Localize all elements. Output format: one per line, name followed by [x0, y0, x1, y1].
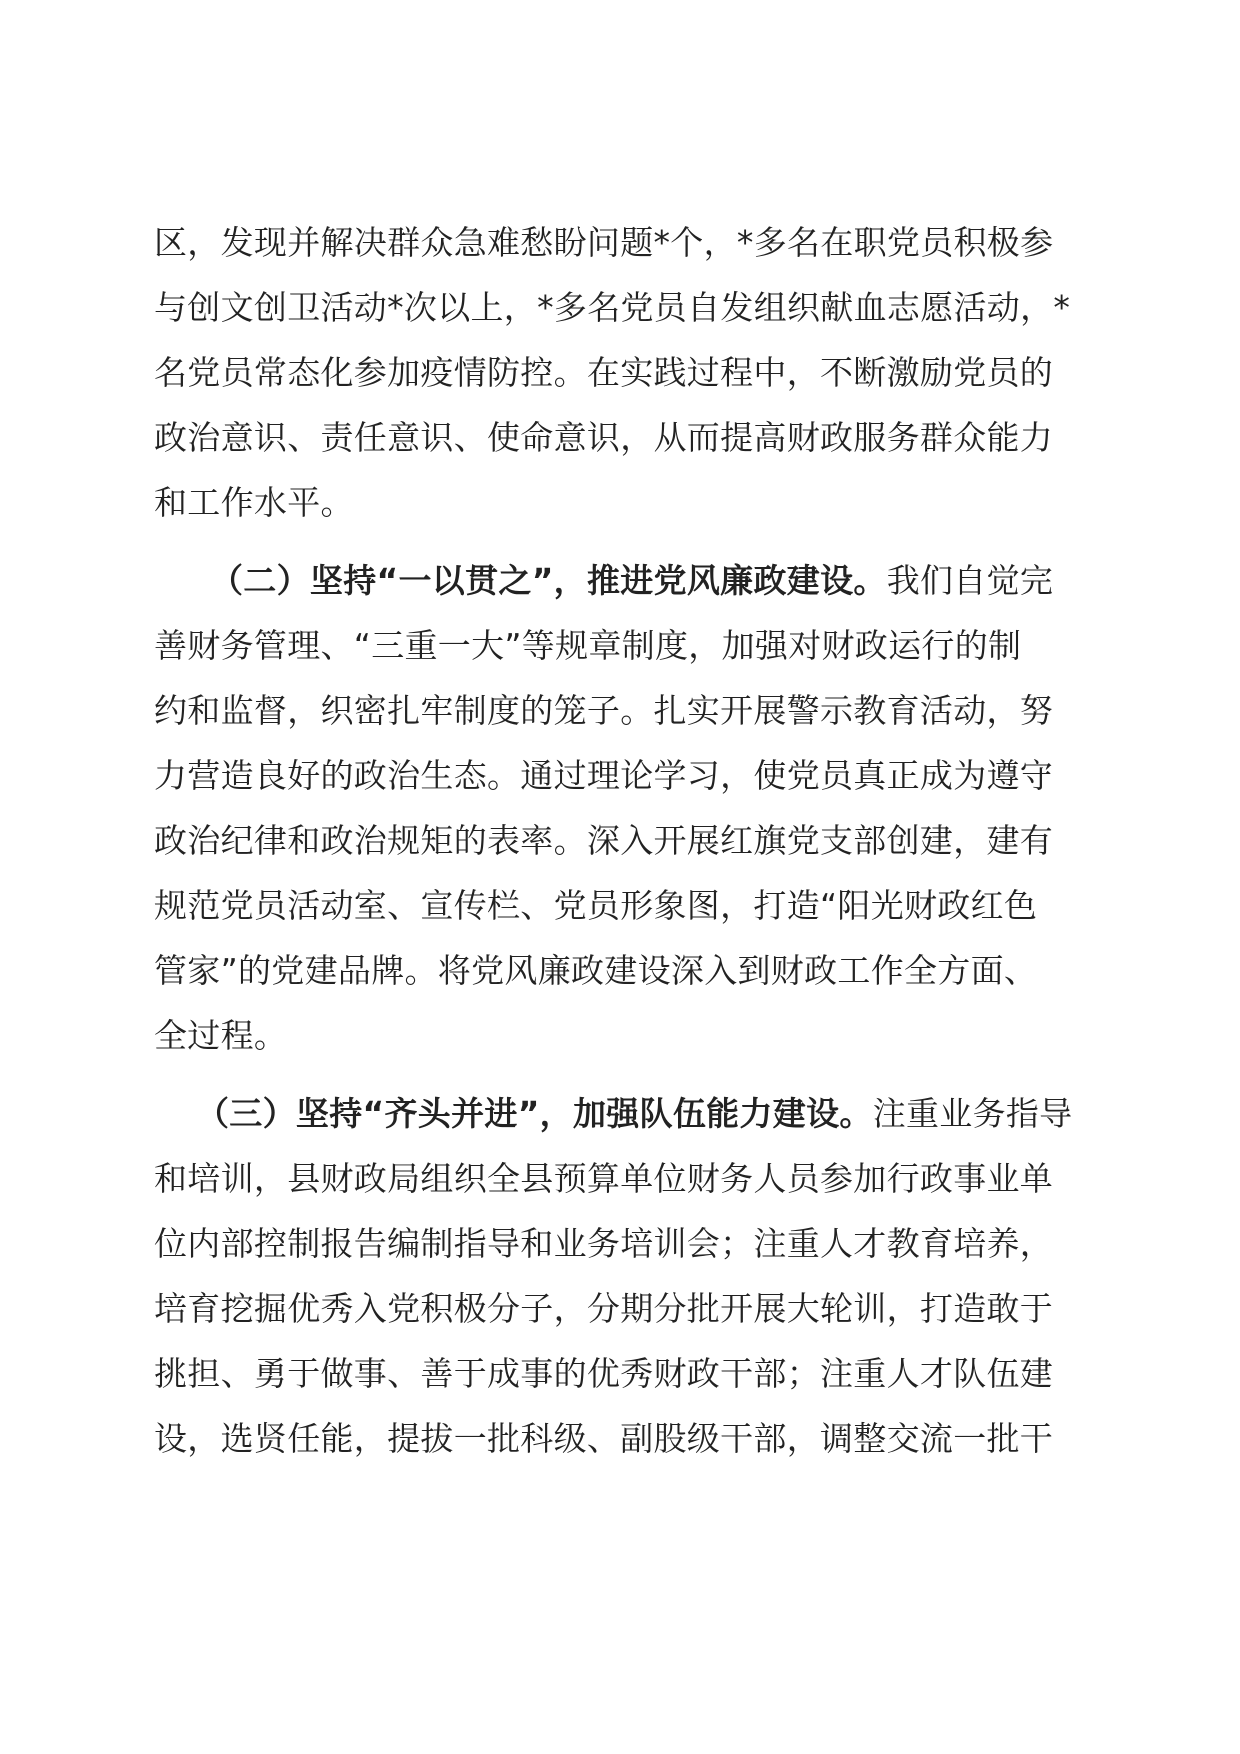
section-2-heading: （二）坚持“一以贯之”，推进党风廉政建设。	[210, 561, 887, 600]
paragraph-line: 全过程。	[154, 1016, 288, 1055]
section-3-heading: （三）坚持“齐头并进”，加强队伍能力建设。	[196, 1094, 873, 1133]
paragraph-line: 区，发现并解决群众急难愁盼问题*个，*多名在职党员积极参	[154, 223, 1054, 262]
paragraph-line: 管家”的党建品牌。将党风廉政建设深入到财政工作全方面、	[154, 951, 1038, 990]
section-3-first-line-rest: 注重业务指导	[872, 1094, 1073, 1133]
section-2-first-line-rest: 我们自觉完	[886, 561, 1054, 600]
paragraph-line: 位内部控制报告编制指导和业务培训会；注重人才教育培养，	[154, 1224, 1054, 1263]
paragraph-line: 政治意识、责任意识、使命意识，从而提高财政服务群众能力	[154, 418, 1054, 457]
section-3-first-line	[154, 1081, 1090, 1146]
paragraph-line: 设，选贤任能，提拔一批科级、副股级干部，调整交流一批干	[154, 1419, 1054, 1458]
paragraph-line: 培育挖掘优秀入党积极分子，分期分批开展大轮训，打造敢于	[154, 1289, 1054, 1328]
paragraph-line: 力营造良好的政治生态。通过理论学习，使党员真正成为遵守	[154, 756, 1054, 795]
paragraph-line: 善财务管理、“三重一大”等规章制度，加强对财政运行的制	[154, 626, 1022, 665]
paragraph-line: 和培训，县财政局组织全县预算单位财务人员参加行政事业单	[154, 1159, 1054, 1198]
body-text	[154, 210, 1090, 1471]
paragraph-line: 挑担、勇于做事、善于成事的优秀财政干部；注重人才队伍建	[154, 1354, 1054, 1393]
section-2-first-line	[154, 548, 1090, 613]
paragraph-line: 约和监督，织密扎牢制度的笼子。扎实开展警示教育活动，努	[154, 691, 1054, 730]
paragraph-line: 政治纪律和政治规矩的表率。深入开展红旗党支部创建，建有	[154, 821, 1054, 860]
paragraph-line: 与创文创卫活动*次以上，*多名党员自发组织献血志愿活动，*	[154, 288, 1071, 327]
paragraph-line: 规范党员活动室、宣传栏、党员形象图，打造“阳光财政红色	[154, 886, 1038, 925]
paragraph-line: 和工作水平。	[154, 483, 354, 522]
paragraph-line: 名党员常态化参加疫情防控。在实践过程中，不断激励党员的	[154, 353, 1054, 392]
